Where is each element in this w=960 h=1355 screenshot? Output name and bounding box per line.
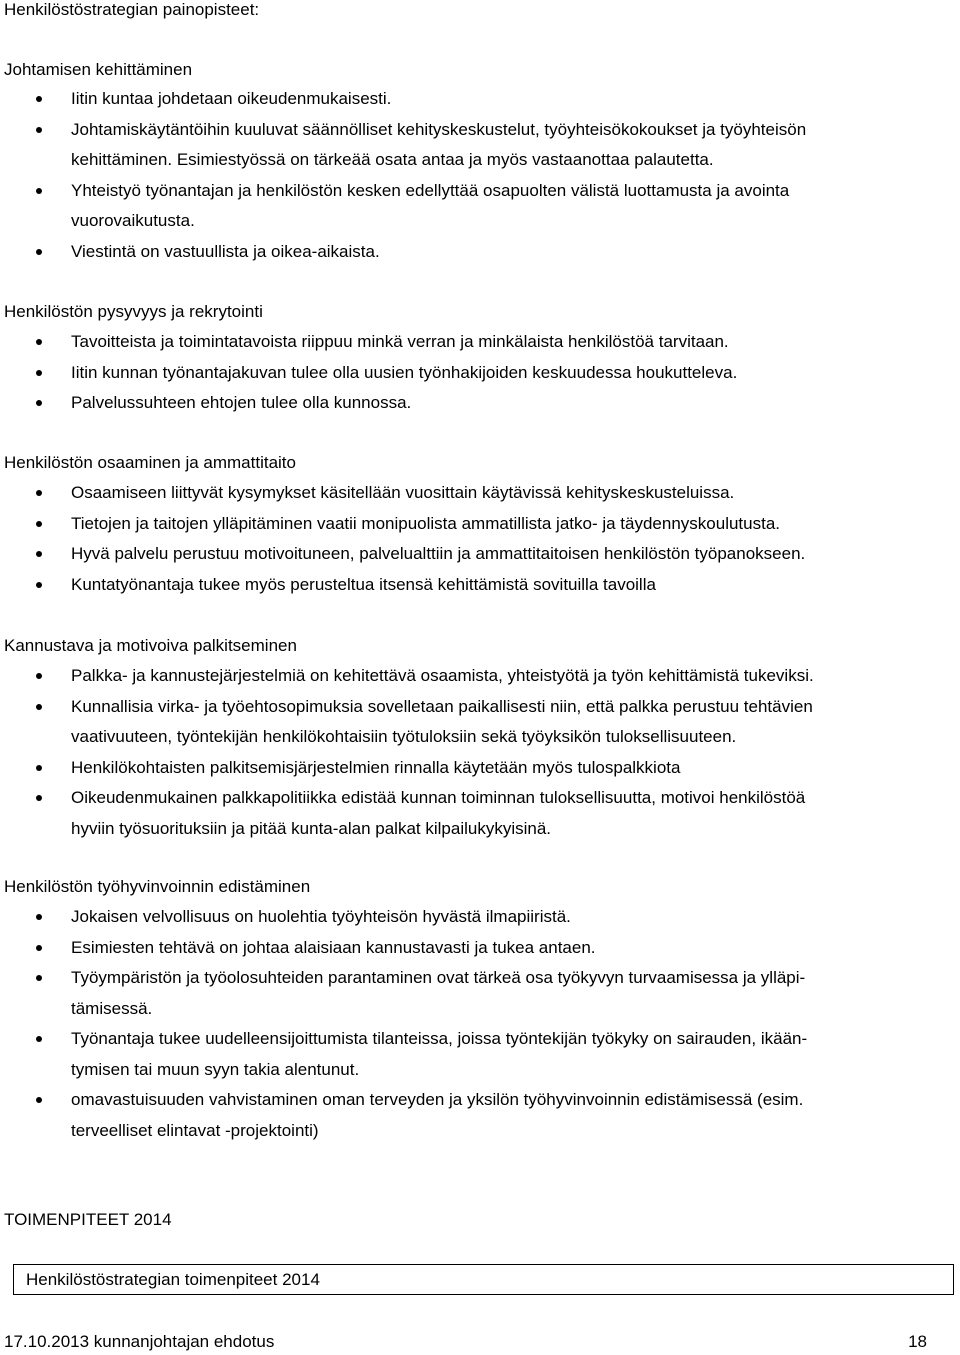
list-item: Iitin kuntaa johdetaan oikeudenmukaisesti. [0,84,940,115]
bullet-icon [36,582,42,588]
list-item: Johtamiskäytäntöihin kuuluvat säännölliset kehityskeskustelut, työyhteisökokoukset ja työyhteisön kehittäminen. Esimiestyössä on tärkeää osata antaa ja myös vastaanottaa palautetta. [0,115,940,176]
bullet-icon [36,400,42,406]
bullet-icon [36,765,42,771]
list-item: Palkka- ja kannustejärjestelmiä on kehitettävä osaamista, yhteistyötä ja työn kehittämistä tukeviksi. [0,661,940,692]
bullet-icon [36,914,42,920]
list-item: Tavoitteista ja toimintatavoista riippuu minkä verran ja minkälaista henkilöstöä tarvitaan. [0,327,940,358]
list-item: Yhteistyö työnantajan ja henkilöstön kesken edellyttää osapuolten välistä luottamusta ja avointa vuorovaikutusta. [0,176,940,237]
bullet-icon [36,96,42,102]
list-item: Osaamiseen liittyvät kysymykset käsitellään vuosittain käytävissä kehityskeskusteluissa. [0,478,940,509]
list-item: Palvelussuhteen ehtojen tulee olla kunnossa. [0,388,940,419]
bullet-icon [36,551,42,557]
bullet-icon [36,127,42,133]
list-item: Jokaisen velvollisuus on huolehtia työyhteisön hyvästä ilmapiiristä. [0,902,940,933]
section-list-retention [0,327,940,419]
section-heading-leadership: Johtamisen kehittäminen [4,60,193,79]
bullet-icon [36,975,42,981]
section-heading-rewards: Kannustava ja motivoiva palkitseminen [4,636,297,655]
list-item: Henkilökohtaisten palkitsemisjärjestelmien rinnalla käytetään myös tulospalkkiota [0,753,940,784]
page-number: 18 [908,1332,927,1351]
list-item: Esimiesten tehtävä on johtaa alaisiaan kannustavasti ja tukea antaen. [0,933,940,964]
bullet-icon [36,795,42,801]
measures-box [13,1264,954,1295]
measures-box-label: Henkilöstöstrategian toimenpiteet 2014 [26,1270,320,1289]
list-item: Työympäristön ja työolosuhteiden parantaminen ovat tärkeä osa työkyvyn turvaamisessa ja ylläpi- tämisessä. [0,963,940,1024]
list-item: Hyvä palvelu perustuu motivoituneen, palvelualttiin ja ammattitaitoisen henkilöstön työpanokseen. [0,539,940,570]
document-title: Henkilöstöstrategian painopisteet: [4,0,260,19]
list-item: Kunnallisia virka- ja työehtosopimuksia sovelletaan paikallisesti niin, että palkka perustuu tehtävien vaativuuteen, työntekijän henkilökohtaisiin työtuloksiin sekä työyksikön tuloksellisuuteen. [0,692,940,753]
section-heading-retention: Henkilöstön pysyvyys ja rekrytointi [4,302,263,321]
list-item: Viestintä on vastuullista ja oikea-aikaista. [0,237,940,268]
list-item: Oikeudenmukainen palkkapolitiikka edistää kunnan toiminnan tuloksellisuutta, motivoi henkilöstöä hyviin työsuorituksiin ja pitää kunta-alan palkat kilpailukykyisinä. [0,783,940,844]
bullet-icon [36,370,42,376]
bullet-icon [36,704,42,710]
list-item: Työnantaja tukee uudelleensijoittumista tilanteissa, joissa työntekijän työkyky on sairauden, ikään- tymisen tai muun syyn takia alentunut. [0,1024,940,1085]
section-list-competence [0,478,940,600]
bullet-icon [36,249,42,255]
section-list-rewards [0,661,940,844]
footer-date: 17.10.2013 kunnanjohtajan ehdotus [4,1332,275,1351]
bullet-icon [36,490,42,496]
section-list-wellbeing [0,902,940,1146]
bullet-icon [36,1036,42,1042]
bullet-icon [36,673,42,679]
list-item: Kuntatyönantaja tukee myös perusteltua itsensä kehittämistä sovituilla tavoilla [0,570,940,601]
bullet-icon [36,521,42,527]
bullet-icon [36,945,42,951]
measures-heading: TOIMENPITEET 2014 [4,1210,172,1229]
bullet-icon [36,188,42,194]
list-item: Tietojen ja taitojen ylläpitäminen vaatii monipuolista ammatillista jatko- ja täydennyskoulutusta. [0,509,940,540]
bullet-icon [36,1097,42,1103]
section-list-leadership [0,84,940,267]
section-heading-wellbeing: Henkilöstön työhyvinvoinnin edistäminen [4,877,311,896]
list-item: Iitin kunnan työnantajakuvan tulee olla uusien työnhakijoiden keskuudessa houkutteleva. [0,358,940,389]
list-item: omavastuisuuden vahvistaminen oman terveyden ja yksilön työhyvinvoinnin edistämisessä (esim. terveelliset elintavat -projektointi) [0,1085,940,1146]
bullet-icon [36,339,42,345]
section-heading-competence: Henkilöstön osaaminen ja ammattitaito [4,453,296,472]
